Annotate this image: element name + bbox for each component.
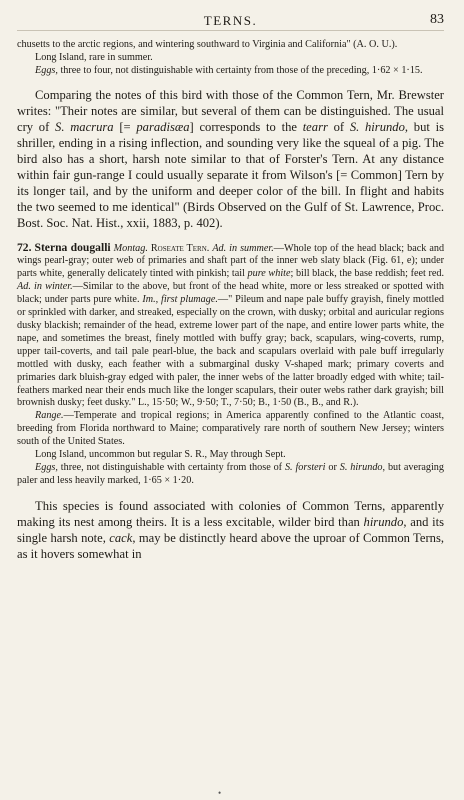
brewster-quote-paragraph: Comparing the notes of this bird with those of the Common Tern, Mr. Brewster writes: "Their notes are similar, but several of them can be distinguished. The usual cry of S. macrura [= paradisæa] corresponds to the tearr of S. hirundo, but is shriller, ending in a rising inflection, and sounding very like the squeal of a pig. The bird also has a short, harsh note similar to that of Forster's Tern. At any distance within fair gun-range I could usually separate it from Wilson's [= Common] Tern by its longer tail, and by the uniform and deeper color of the bill. In flight and habits the two seemed to me identical" (Birds Observed on the Gulf of St. Lawrence, Proc. Bost. Soc. Nat. Hist., xxii, 1883, p. 402). [17, 87, 444, 231]
page-header [17, 0, 444, 31]
species-author: Montag. [113, 242, 148, 254]
long-island-note: Long Island, rare in summer. [35, 51, 153, 63]
species-common-name: Roseate Tern. [150, 242, 210, 254]
footer-mark: • [218, 788, 222, 798]
running-head: TERNS. [203, 13, 258, 28]
species-number: 72. [17, 240, 32, 254]
figure-reference: (Fig. 61, e) [368, 255, 415, 267]
eggs-note: Eggs, three to four, not distinguishable with certainty from those of the preceding, 1·62 × 1·15. [35, 64, 423, 76]
species-long-island: Long Island, uncommon but regular S. R., May through Sept. [35, 449, 286, 461]
closing-paragraph: This species is found associated with colonies of Common Terns, apparently making its nest among theirs. It is a less excitable, wilder bird than hirundo, and its single harsh note, cack, may be distinctly heard above the uproar of Common Terns, as it hovers somewhat in [17, 498, 444, 562]
species-account [17, 242, 444, 488]
species-name: Sterna dougalli [34, 240, 111, 254]
range-continuation: chusetts to the arctic regions, and wintering southward to Virginia and California" (A. O. U.). [17, 39, 398, 50]
top-block [17, 39, 444, 78]
species-eggs: Eggs, three, not distinguishable with certainty from those of S. forsteri or S. hirundo, but averaging paler and less heavily marked, 1·65 × 1·20. [17, 461, 444, 486]
species-description: 72. Sterna dougalli Montag. Roseate Tern. Ad. in summer.—Whole top of the head black; back and wings pearl-gray; outer web of primaries and shaft part of the inner web slaty black (Fig. 61, e); under parts white, generally delicately tinted with pinkish; tail pure white; bill black, the base reddish; feet red. Ad. in winter.—Similar to the above, but front of the head white, more or less streaked or spotted with black; under parts pure white. Im., first plumage.—" Pileum and nape pale buffy grayish, finely mottled or sprinkled with darker, and streaked, especially on the crown, with dusky; orbital and auricular regions dusky blackish; remainder of the head, extreme lower part of the nape, and entire lower parts white, the nape, and sometimes the breast, finely mottled with buffy gray; back, scapulars, wing-coverts, rump, upper tail-coverts, and tail pale pearl-blue, the back and scapulars overlaid with pale buff irregularly mottled with dusky, each feather with a submarginal dusky V-shaped mark; primary coverts and primaries dark bluish-gray edged with paler, the inner webs of the latter broadly edged with white; tail-feathers marked near their ends much like the longer scapulars, their outer webs rather dark grayish; bill brownish dusky; feet dusky." L., 15·50; W., 9·50; T., 7·50; B., 1·50 (B., B., and R.). [17, 240, 445, 409]
page-number: 83 [430, 12, 444, 27]
species-range: Range.—Temperate and tropical regions; in America apparently confined to the Atlantic coast, breeding from Florida northward to Maine; comparatively rare north of southern New Jersey; winters south of the United States. [17, 410, 444, 448]
